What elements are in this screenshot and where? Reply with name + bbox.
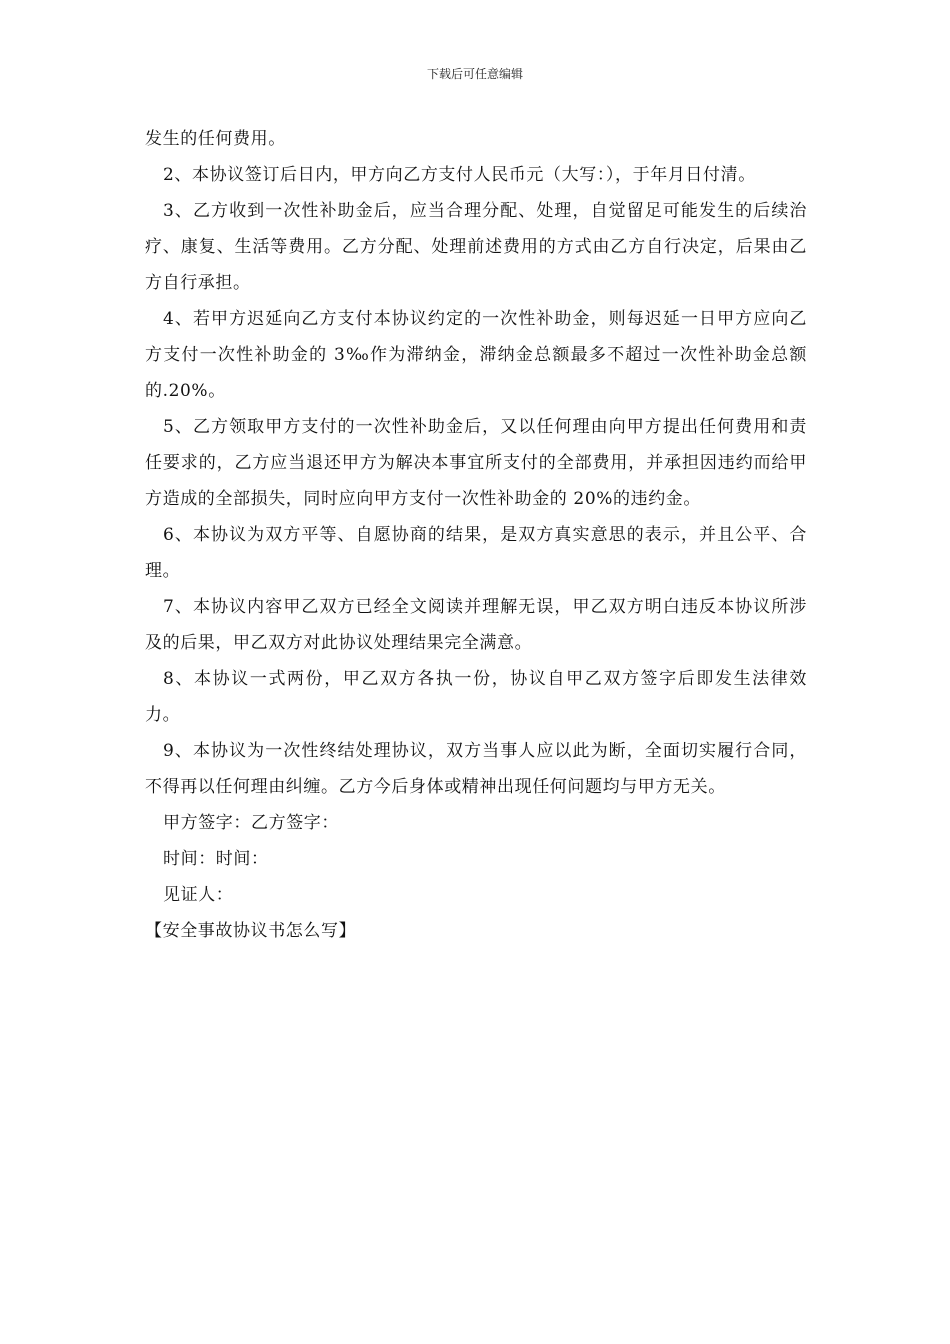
clause-7: 7、本协议内容甲乙双方已经全文阅读并理解无误，甲乙双方明白违反本协议所涉及的后果，甲乙双方对此协议处理结果完全满意。 <box>145 597 807 653</box>
signature-witness: 见证人： <box>163 885 234 905</box>
clause-9: 9、本协议为一次性终结处理协议，双方当事人应以此为断，全面切实履行合同，不得再以任何理由纠缠。乙方今后身体或精神出现任何问题均与甲方无关。 <box>145 741 807 797</box>
page-header: 下载后可任意编辑 <box>426 67 523 81</box>
paragraph-continuation: 发生的任何费用。 <box>145 129 286 149</box>
signature-parties: 甲方签字：乙方签字： <box>163 813 339 833</box>
clause-5: 5、乙方领取甲方支付的一次性补助金后，又以任何理由向甲方提出任何费用和责任要求的，乙方应当退还甲方为解决本事宜所支付的全部费用，并承担因违约而给甲方造成的全部损失，同时应向甲方支付一次性补助金的 20%的违约金。 <box>145 417 807 509</box>
clause-6: 6、本协议为双方平等、自愿协商的结果，是双方真实意思的表示，并且公平、合理。 <box>145 525 807 581</box>
document-body <box>145 121 807 949</box>
clause-4: 4、若甲方迟延向乙方支付本协议约定的一次性补助金，则每迟延一日甲方应向乙方支付一次性补助金的 3‰作为滞纳金，滞纳金总额最多不超过一次性补助金总额的.20%。 <box>145 309 807 401</box>
signature-time: 时间：时间： <box>163 849 269 869</box>
related-article-title: 【安全事故协议书怎么写】 <box>145 921 357 941</box>
clause-8: 8、本协议一式两份，甲乙双方各执一份，协议自甲乙双方签字后即发生法律效力。 <box>145 669 807 725</box>
clause-3: 3、乙方收到一次性补助金后，应当合理分配、处理，自觉留足可能发生的后续治疗、康复、生活等费用。乙方分配、处理前述费用的方式由乙方自行决定，后果由乙方自行承担。 <box>145 201 807 293</box>
clause-2: 2、本协议签订后日内，甲方向乙方支付人民币元（大写：），于年月日付清。 <box>163 165 756 185</box>
